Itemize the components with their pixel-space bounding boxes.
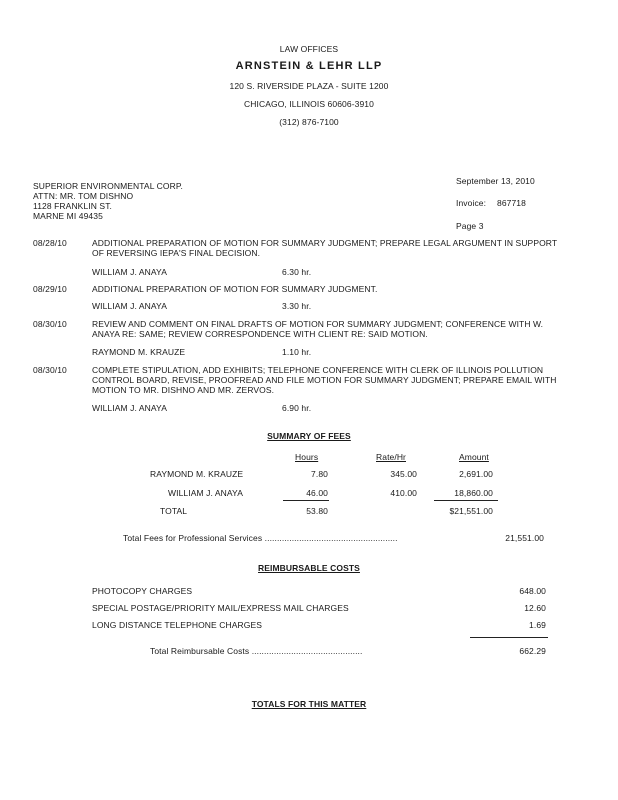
professional-services-label: Total Fees for Professional Services ...................................................... [123,533,398,543]
entry-description: REVIEW AND COMMENT ON FINAL DRAFTS OF MOTION FOR SUMMARY JUDGMENT; CONFERENCE WITH W. ANAYA RE: SAME; REVIEW CORRESPONDENCE WITH CLIENT RE: SAID MOTION. [92,319,544,339]
cost-row-label: SPECIAL POSTAGE/PRIORITY MAIL/EXPRESS MAIL CHARGES [92,603,349,613]
entry-description: ADDITIONAL PREPARATION OF MOTION FOR SUMMARY JUDGMENT. [92,284,378,294]
entry-attorney: WILLIAM J. ANAYA [92,267,167,277]
invoice-date: September 13, 2010 [456,176,535,186]
firm-address-line1: 120 S. RIVERSIDE PLAZA - SUITE 1200 [229,81,389,91]
costs-title: REIMBURSABLE COSTS [258,563,360,573]
entry-date: 08/30/10 [33,319,67,329]
fees-row-hours: 46.00 [306,488,328,498]
cost-row-label: LONG DISTANCE TELEPHONE CHARGES [92,620,262,630]
entry-attorney: WILLIAM J. ANAYA [92,403,167,413]
firm-label: LAW OFFICES [279,44,339,54]
fees-col-rate: Rate/Hr [376,452,406,462]
cost-row-amount: 648.00 [519,586,546,596]
entry-hours: 3.30 hr. [282,301,312,311]
costs-total-label: Total Reimbursable Costs ............................................. [150,646,363,656]
totals-title: TOTALS FOR THIS MATTER [251,699,367,709]
entry-hours: 1.10 hr. [282,347,312,357]
client-name: SUPERIOR ENVIRONMENTAL CORP. [33,181,184,191]
fees-col-amount: Amount [459,452,489,462]
costs-total-rule [470,637,548,638]
fees-total-amount: $21,551.00 [449,506,493,516]
firm-name: ARNSTEIN & LEHR LLP [235,60,383,72]
entry-description: COMPLETE STIPULATION, ADD EXHIBITS; TELEPHONE CONFERENCE WITH CLERK OF ILLINOIS POLLUTION CONTROL BOARD, REVISE, PROOFREAD AND FILE MOTION FOR SUMMARY JUDGMENT; PREPARE EMAIL WITH MOTION TO MR. DISHNO AND MR. ZERVOS. [92,365,557,395]
entry-hours: 6.30 hr. [282,267,312,277]
fees-row-name: WILLIAM J. ANAYA [168,488,243,498]
fees-total-label: TOTAL [160,506,188,516]
invoice-label: Invoice: [456,198,487,208]
fees-row-name: RAYMOND M. KRAUZE [150,469,244,479]
entry-date: 08/29/10 [33,284,67,294]
hours-total-rule [283,500,329,501]
firm-address-line2: CHICAGO, ILLINOIS 60606-3910 [244,99,374,109]
entry-date: 08/30/10 [33,365,67,375]
entry-attorney: WILLIAM J. ANAYA [92,301,167,311]
entry-description: ADDITIONAL PREPARATION OF MOTION FOR SUMMARY JUDGMENT; PREPARE LEGAL ARGUMENT IN SUPPORT OF REVERSING IEPA'S FINAL DECISION. [92,238,558,258]
cost-row-amount: 12.60 [524,603,546,613]
cost-row-label: PHOTOCOPY CHARGES [92,586,193,596]
client-city: MARNE MI 49435 [33,211,103,221]
entry-attorney: RAYMOND M. KRAUZE [92,347,186,357]
amount-total-rule [434,500,498,501]
fees-total-hours: 53.80 [306,506,328,516]
page-number: Page 3 [456,221,484,231]
fees-row-amount: 18,860.00 [454,488,493,498]
costs-total-amount: 662.29 [519,646,546,656]
fees-col-hours: Hours [295,452,319,462]
fees-summary-title: SUMMARY OF FEES [267,431,351,441]
fees-row-rate: 410.00 [390,488,417,498]
fees-row-amount: 2,691.00 [459,469,493,479]
invoice-number: 867718 [497,198,526,208]
firm-phone: (312) 876-7100 [279,117,339,127]
client-attn: ATTN: MR. TOM DISHNO [33,191,134,201]
cost-row-amount: 1.69 [529,620,546,630]
client-street: 1128 FRANKLIN ST. [33,201,113,211]
entry-hours: 6.90 hr. [282,403,312,413]
fees-row-hours: 7.80 [311,469,328,479]
professional-services-amount: 21,551.00 [505,533,544,543]
entry-date: 08/28/10 [33,238,67,248]
fees-row-rate: 345.00 [390,469,417,479]
